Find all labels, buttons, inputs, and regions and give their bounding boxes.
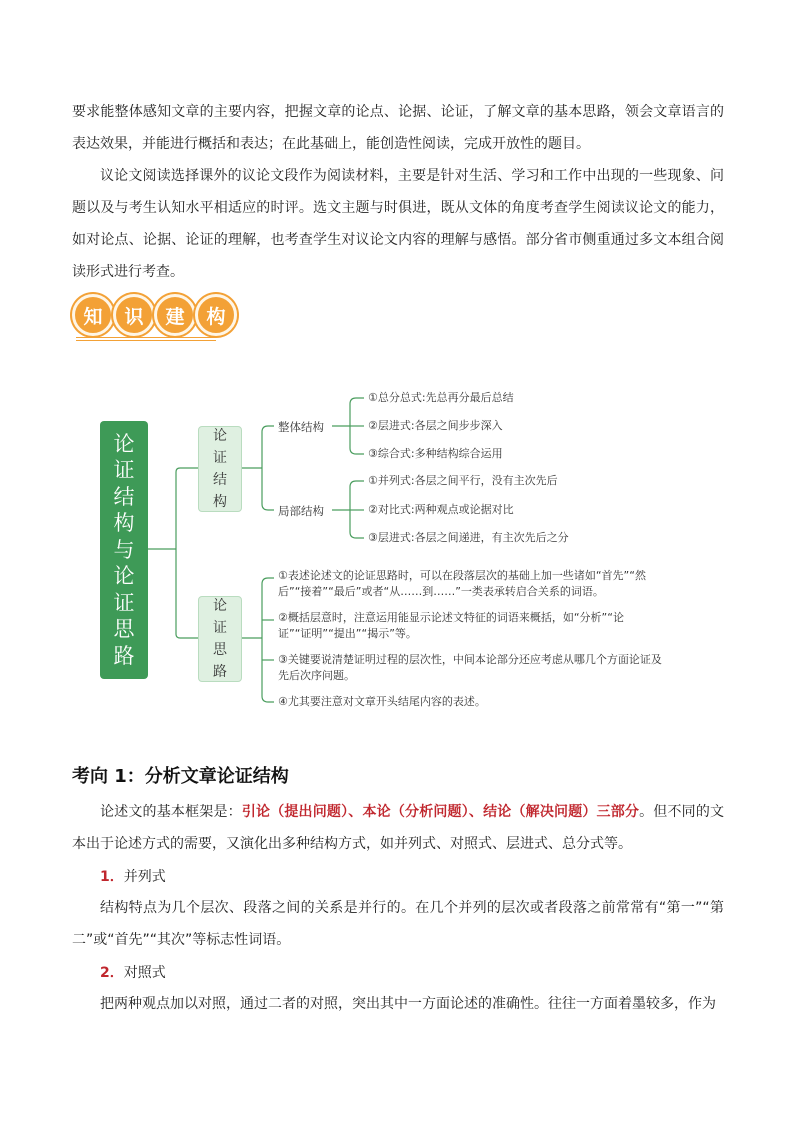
leaf-line: ②概括层意时，注意运用能显示论述文特征的词语来概括，如“分析”“论 xyxy=(278,611,624,624)
leaf-line: 证”“证明”“提出”“揭示”等。 xyxy=(278,627,417,640)
badge-char: 构 xyxy=(195,294,237,336)
subheading-number: 2． xyxy=(100,965,124,981)
leaf-item: ②层进式:各层之间步步深入 xyxy=(368,419,503,432)
leaf-item: ③层进式:各层之间递进，有主次先后之分 xyxy=(368,531,569,544)
contrast-paragraph: 把两种观点加以对照，通过二者的对照，突出其中一方面论述的准确性。往往一方面着墨较多，作为 xyxy=(100,996,716,1012)
leaf-line: 先后次序问题。 xyxy=(278,669,355,682)
thinking-item-3 xyxy=(278,652,662,684)
subheading-contrast xyxy=(100,962,166,982)
intro-paragraph-1: 要求能整体感知文章的主要内容，把握文章的论点、论据、论证，了解文章的基本思路，领会文章语言的表达效果，并能进行概括和表达；在此基础上，能创造性阅读，完成开放性的题目。 xyxy=(72,104,724,152)
branch-label: 论证结构 xyxy=(213,428,227,510)
section-heading: 考向 1：分析文章论证结构 xyxy=(72,766,289,787)
branch-label: 论证思路 xyxy=(213,598,227,680)
intro-paragraph-2: 议论文阅读选择课外的议论文段作为阅读材料，主要是针对生活、学习和工作中出现的一些现象、问题以及与考生认知水平相适应的时评。选文主题与时俱进，既从文体的角度考查学生阅读议论文的能力，如对论点、论据、论证的理解，也考查学生对议论文内容的理解与感悟。部分省市侧重通过多文本组合阅读形式进行考查。 xyxy=(72,168,724,280)
subheading-title: 对照式 xyxy=(123,965,166,981)
mind-map-branch-thinking xyxy=(198,596,242,682)
mind-map-branch-structure xyxy=(198,426,242,512)
badge-char: 建 xyxy=(154,294,196,336)
leaf-line: 后”“接着”“最后”或者“从……到……”一类表承转启合关系的词语。 xyxy=(278,585,604,598)
badge-char: 知 xyxy=(72,294,114,336)
leaf-line: ④尤其要注意对文章开头结尾内容的表述。 xyxy=(278,695,486,708)
thinking-item-2 xyxy=(278,610,624,642)
leaf-item: ②对比式:两种观点或论据对比 xyxy=(368,503,514,516)
group-label-overall: 整体结构 xyxy=(278,420,324,434)
text-run: 。但不同的文本出于论述方式的需要，又演化出多种结构方式，如并列式、对照式、层进式、总分式等。 xyxy=(72,804,725,852)
subheading-title: 并列式 xyxy=(123,869,166,885)
subheading-parallel xyxy=(100,866,166,886)
leaf-line: ③关键要说清楚证明过程的层次性，中间本论部分还应考虑从哪几个方面论证及 xyxy=(278,653,662,666)
section-paragraph-1 xyxy=(72,796,724,860)
leaf-item: ①并列式:各层之间平行，没有主次先后 xyxy=(368,474,558,487)
group-label-local: 局部结构 xyxy=(278,504,324,518)
leaf-item: ③综合式:多种结构综合运用 xyxy=(368,447,503,460)
parallel-paragraph: 结构特点为几个层次、段落之间的关系是并行的。在几个并列的层次或者段落之前常常有“第一”“第二”或“首先”“其次”等标志性词语。 xyxy=(72,900,724,948)
thinking-item-1 xyxy=(278,568,646,600)
emphasis-text: 引论（提出问题）、本论（分析问题）、结论（解决问题）三部分 xyxy=(241,804,640,820)
subheading-number: 1． xyxy=(100,869,124,885)
leaf-item: ①总分总式:先总再分最后总结 xyxy=(368,391,514,404)
text-run: 论述文的基本框架是： xyxy=(100,804,242,820)
badge-char: 识 xyxy=(113,294,155,336)
leaf-line: ①表述论述文的论证思路时，可以在段落层次的基础上加一些诸如“首先”“然 xyxy=(278,569,646,582)
mind-map-root-label: 论证结构与论证思路 xyxy=(113,431,135,668)
mind-map-root xyxy=(100,421,148,679)
thinking-item-4 xyxy=(278,694,486,710)
